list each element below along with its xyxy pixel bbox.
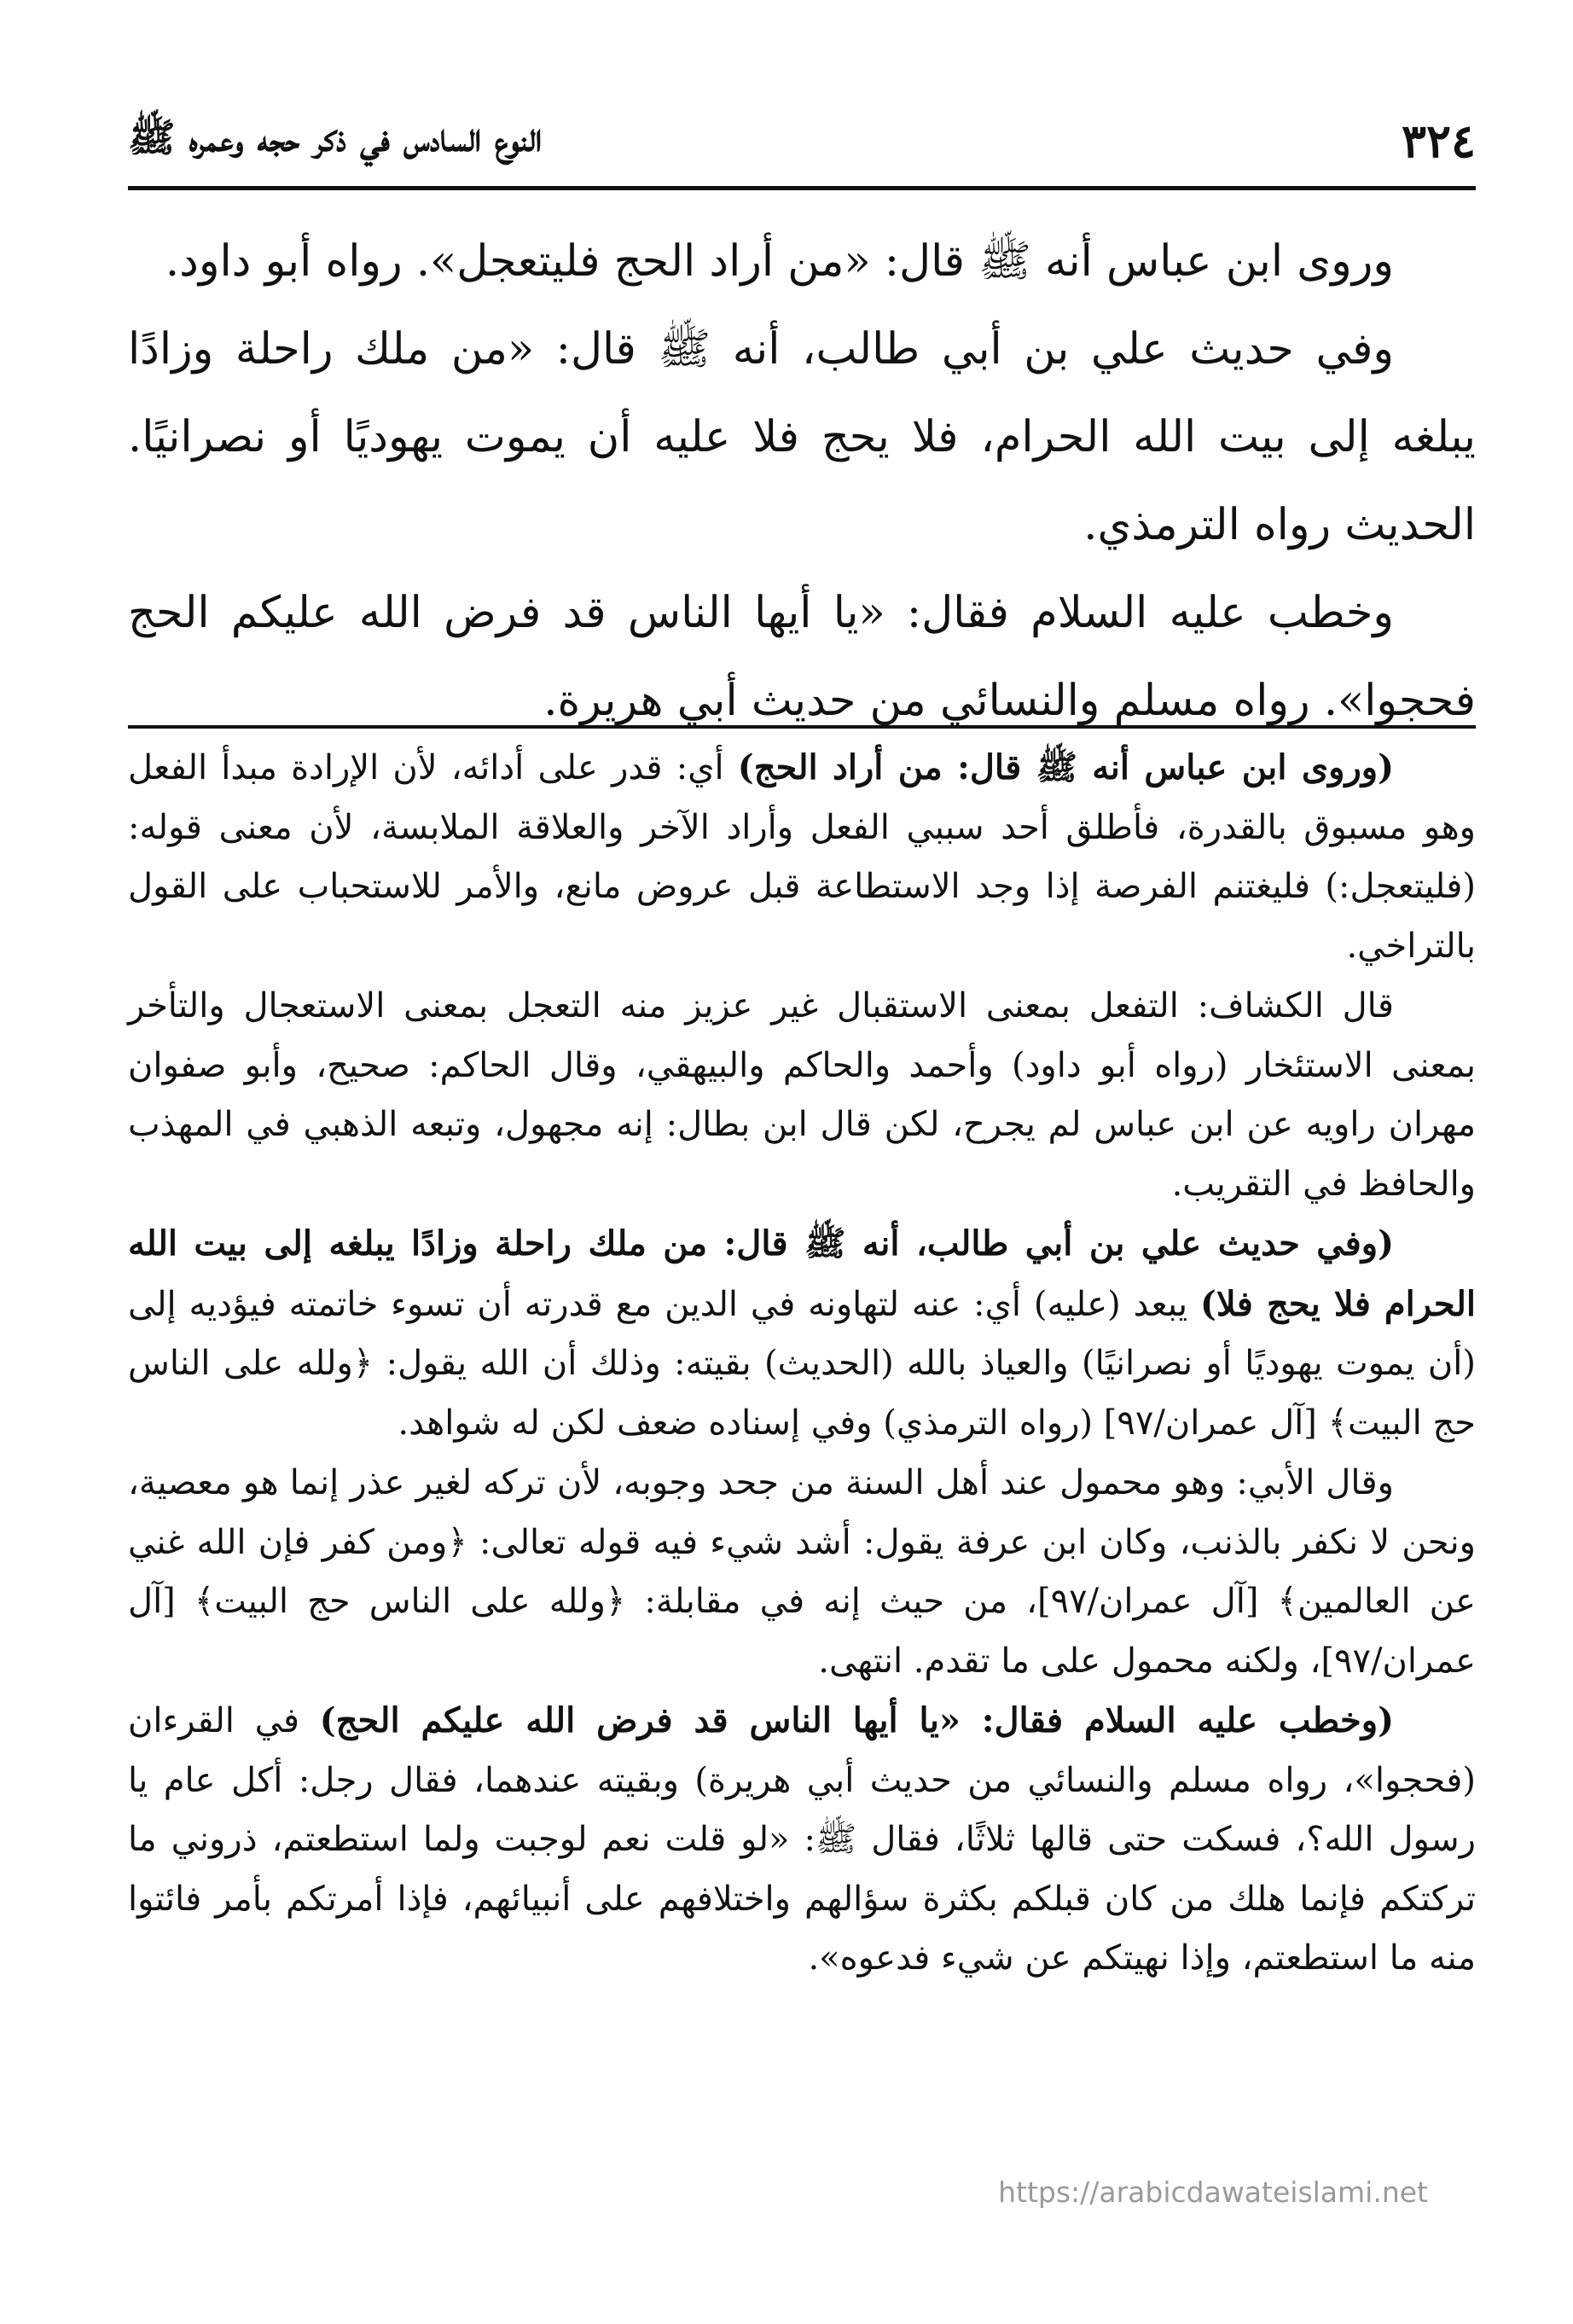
commentary-lead: (وفي حديث علي بن أبي طالب، أنه ﷺ قال: من ملك راحلة وزادًا يبلغه إلى بيت الله الحرام فلا يحج فلا) <box>128 1223 1476 1324</box>
running-title: النوع السادس في ذكر حجه وعمره ﷺ <box>128 114 543 160</box>
commentary-lead: (وخطب عليه السلام فقال: «يا أيها الناس قد فرض الله عليكم الحج) <box>319 1700 1394 1740</box>
commentary-paragraph <box>128 1691 1476 1989</box>
page-number: ٣٢٤ <box>1401 113 1476 168</box>
page-header <box>128 107 1476 175</box>
commentary-separator <box>128 725 1476 729</box>
commentary-paragraph <box>128 976 1476 1214</box>
commentary <box>128 738 1476 1989</box>
commentary-text: في القرءان (فحجوا»، رواه مسلم والنسائي من حديث أبي هريرة) وبقيته عندهما، فقال رجل: أكل عام يا رسول الله؟، فسكت حتى قالها ثلاثًا، فقال ﷺ: «لو قلت نعم لوجبت ولما استطعتم، ذروني ما تركتكم فإنما هلك من كان قبلكم بكثرة سؤالهم واختلافهم على أنبيائهم، فإذا أمرتكم بأمر فائتوا منه ما استطعتم، وإذا نهيتكم عن شيء فدعوه». <box>128 1701 1477 1978</box>
matn-paragraph: وروى ابن عباس أنه ﷺ قال: «من أراد الحج فليتعجل». رواه أبو داود. <box>165 236 1394 287</box>
commentary-paragraph <box>128 738 1476 976</box>
commentary-paragraph <box>128 1453 1476 1691</box>
commentary-text: قال الكشاف: التفعل بمعنى الاستقبال غير عزيز منه التعجل بمعنى الاستعجال والتأخر بمعنى الاستئخار (رواه أبو داود) وأحمد والحاكم والبيهقي، وقال الحاكم: صحيح، وأبو صفوان مهران راويه عن ابن عباس لم يجرح، لكن قال ابن بطال: إنه مجهول، وتبعه الذهبي في المهذب والحافظ في التقريب. <box>128 986 1476 1204</box>
main-text <box>128 218 1476 745</box>
matn-paragraph: وخطب عليه السلام فقال: «يا أيها الناس قد فرض الله عليكم الحج فحجوا». رواه مسلم والنسائي من حديث أبي هريرة. <box>128 588 1476 726</box>
commentary-lead: (وروى ابن عباس أنه ﷺ قال: من أراد الحج) <box>737 747 1394 787</box>
commentary-paragraph <box>128 1214 1476 1453</box>
commentary-text: يبعد (عليه) أي: عنه لتهاونه في الدين مع قدرته أن تسوء خاتمته فيؤديه إلى (أن يموت يهوديًا أو نصرانيًا) والعياذ بالله (الحديث) بقيته: وذلك أن الله يقول: ﴿ولله على الناس حج البيت﴾ [آل عمران/٩٧] (رواه الترمذي) وفي إسناده ضعف لكن له شواهد. <box>128 1284 1477 1443</box>
header-rule <box>128 186 1476 190</box>
watermark-url: https://arabicdawateislami.net <box>998 2176 1428 2209</box>
matn-paragraph: وفي حديث علي بن أبي طالب، أنه ﷺ قال: «من ملك راحلة وزادًا يبلغه إلى بيت الله الحرام، فلا يحج فلا عليه أن يموت يهوديًا أو نصرانيًا. الحديث رواه الترمذي. <box>128 324 1476 550</box>
commentary-text: أي: قدر على أدائه، لأن الإرادة مبدأ الفعل وهو مسبوق بالقدرة، فأطلق أحد سببي الفعل وأراد الآخر والعلاقة الملابسة، لأن معنى قوله: (فليتعجل:) فليغتنم الفرصة إذا وجد الاستطاعة قبل عروض مانع، والأمر للاستحباب على القول بالتراخي. <box>128 748 1476 966</box>
commentary-text: وقال الأبي: وهو محمول عند أهل السنة من جحد وجوبه، لأن تركه لغير عذر إنما هو معصية، ونحن لا نكفر بالذنب، وكان ابن عرفة يقول: أشد شيء فيه قوله تعالى: ﴿ومن كفر فإن الله غني عن العالمين﴾ [آل عمران/٩٧]، من حيث إنه في مقابلة: ﴿ولله على الناس حج البيت﴾ [آل عمران/٩٧]، ولكنه محمول على ما تقدم. انتهى. <box>128 1463 1477 1681</box>
